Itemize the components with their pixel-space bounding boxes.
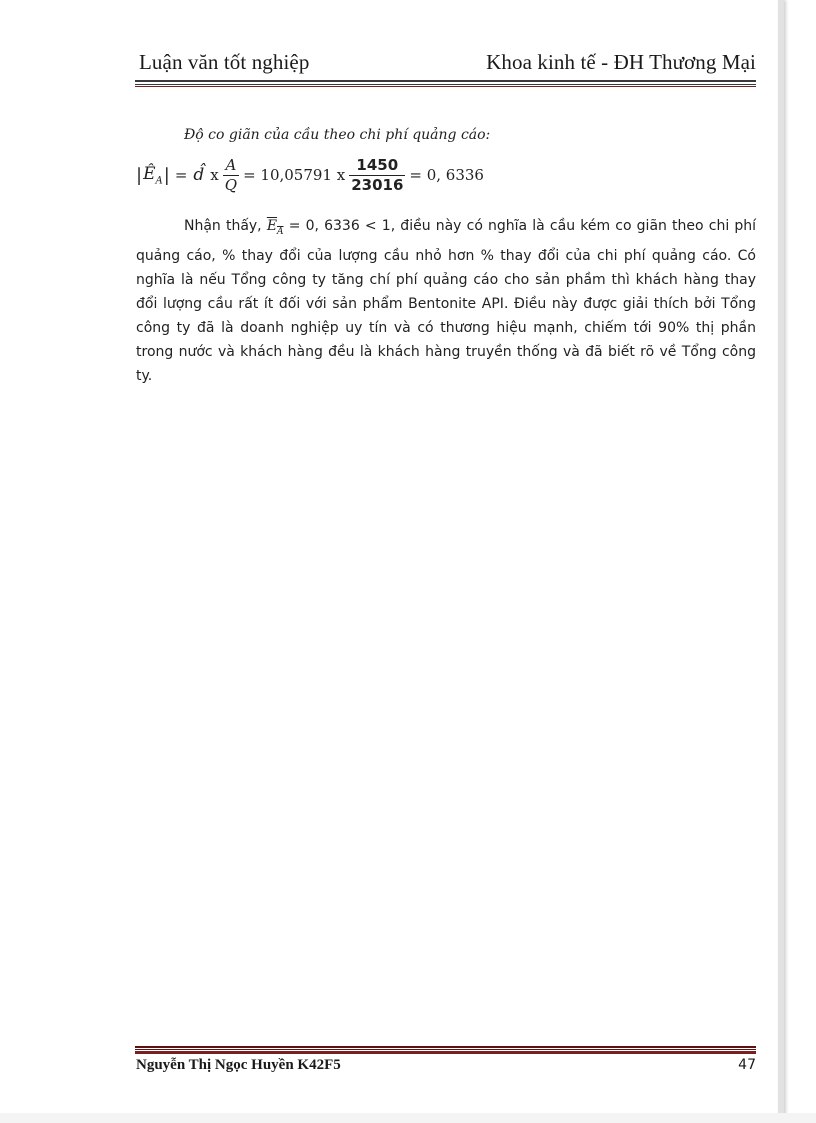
formula-fraction-values bbox=[349, 155, 405, 194]
formula-times: x bbox=[210, 166, 219, 184]
footer-rule-top bbox=[135, 1046, 756, 1048]
footer-rule-bottom bbox=[135, 1051, 756, 1054]
header-rule-bottom bbox=[135, 86, 756, 87]
abs-bar-right: | bbox=[163, 164, 170, 186]
abs-bar-left: | bbox=[136, 164, 143, 186]
formula-lhs-subscript: A bbox=[155, 175, 163, 187]
header-rule-top bbox=[135, 80, 756, 82]
footer-rule-middle bbox=[135, 1049, 756, 1050]
formula-equals-value: = 10,05791 x bbox=[243, 166, 346, 184]
paragraph-lead: Nhận thấy, bbox=[184, 218, 262, 234]
page-frame-shadow-right bbox=[778, 0, 784, 1123]
footer-author: Nguyễn Thị Ngọc Huyền K42F5 bbox=[136, 1057, 341, 1073]
formula-result: = 0, 6336 bbox=[409, 166, 484, 184]
elasticity-formula: | $Ê_A$ | = d̂ x $\frac{A}{Q}$ = 10,05791 x $\frac{1450}{23016}$ = 0, 6336 bbox=[136, 155, 484, 194]
header-rule-middle bbox=[135, 84, 756, 85]
fraction-denominator-q: Q bbox=[224, 175, 238, 194]
fraction-numerator-a: A bbox=[225, 155, 237, 174]
fraction-denominator-value: 23016 bbox=[351, 175, 404, 194]
formula-coef: d̂ bbox=[193, 165, 205, 185]
paragraph-symbol: $E_A$ bbox=[266, 218, 284, 237]
formula-fraction-a-q bbox=[223, 155, 239, 194]
header-right-title: Khoa kinh tế - ĐH Thương Mại bbox=[486, 50, 756, 74]
paragraph-text: = 0, 6336 < 1, điều này có nghĩa là cầu kém co giãn theo chi phí quảng cáo, % thay đổi của lượng cầu nhỏ hơn % thay đổi của chi phí quảng cáo. Có nghĩa là nếu Tổng công ty tăng chí phí quảng cáo cho sản phầm thì khách hàng thay đổi lượng cầu rất ít đối với sản phẩm Bentonite API. Điều này được giải thích bởi Tổng công ty đã là doanh nghiệp uy tín và có thương hiệu mạnh, chiếm tới 90% thị phần trong nước và khách hàng đều là khách hàng truyền thống và đã biết rõ về Tổng công ty. bbox=[136, 218, 757, 384]
formula-lhs: $Ê_A$ bbox=[143, 163, 163, 187]
page-frame-shadow-bottom bbox=[0, 1113, 816, 1123]
body-paragraph bbox=[136, 214, 756, 388]
fraction-numerator-value: 1450 bbox=[356, 155, 399, 174]
section-heading: Độ co giãn của cầu theo chi phí quảng cáo: bbox=[184, 127, 491, 143]
page-number: 47 bbox=[738, 1057, 756, 1073]
header-left-title: Luận văn tốt nghiệp bbox=[139, 50, 310, 74]
